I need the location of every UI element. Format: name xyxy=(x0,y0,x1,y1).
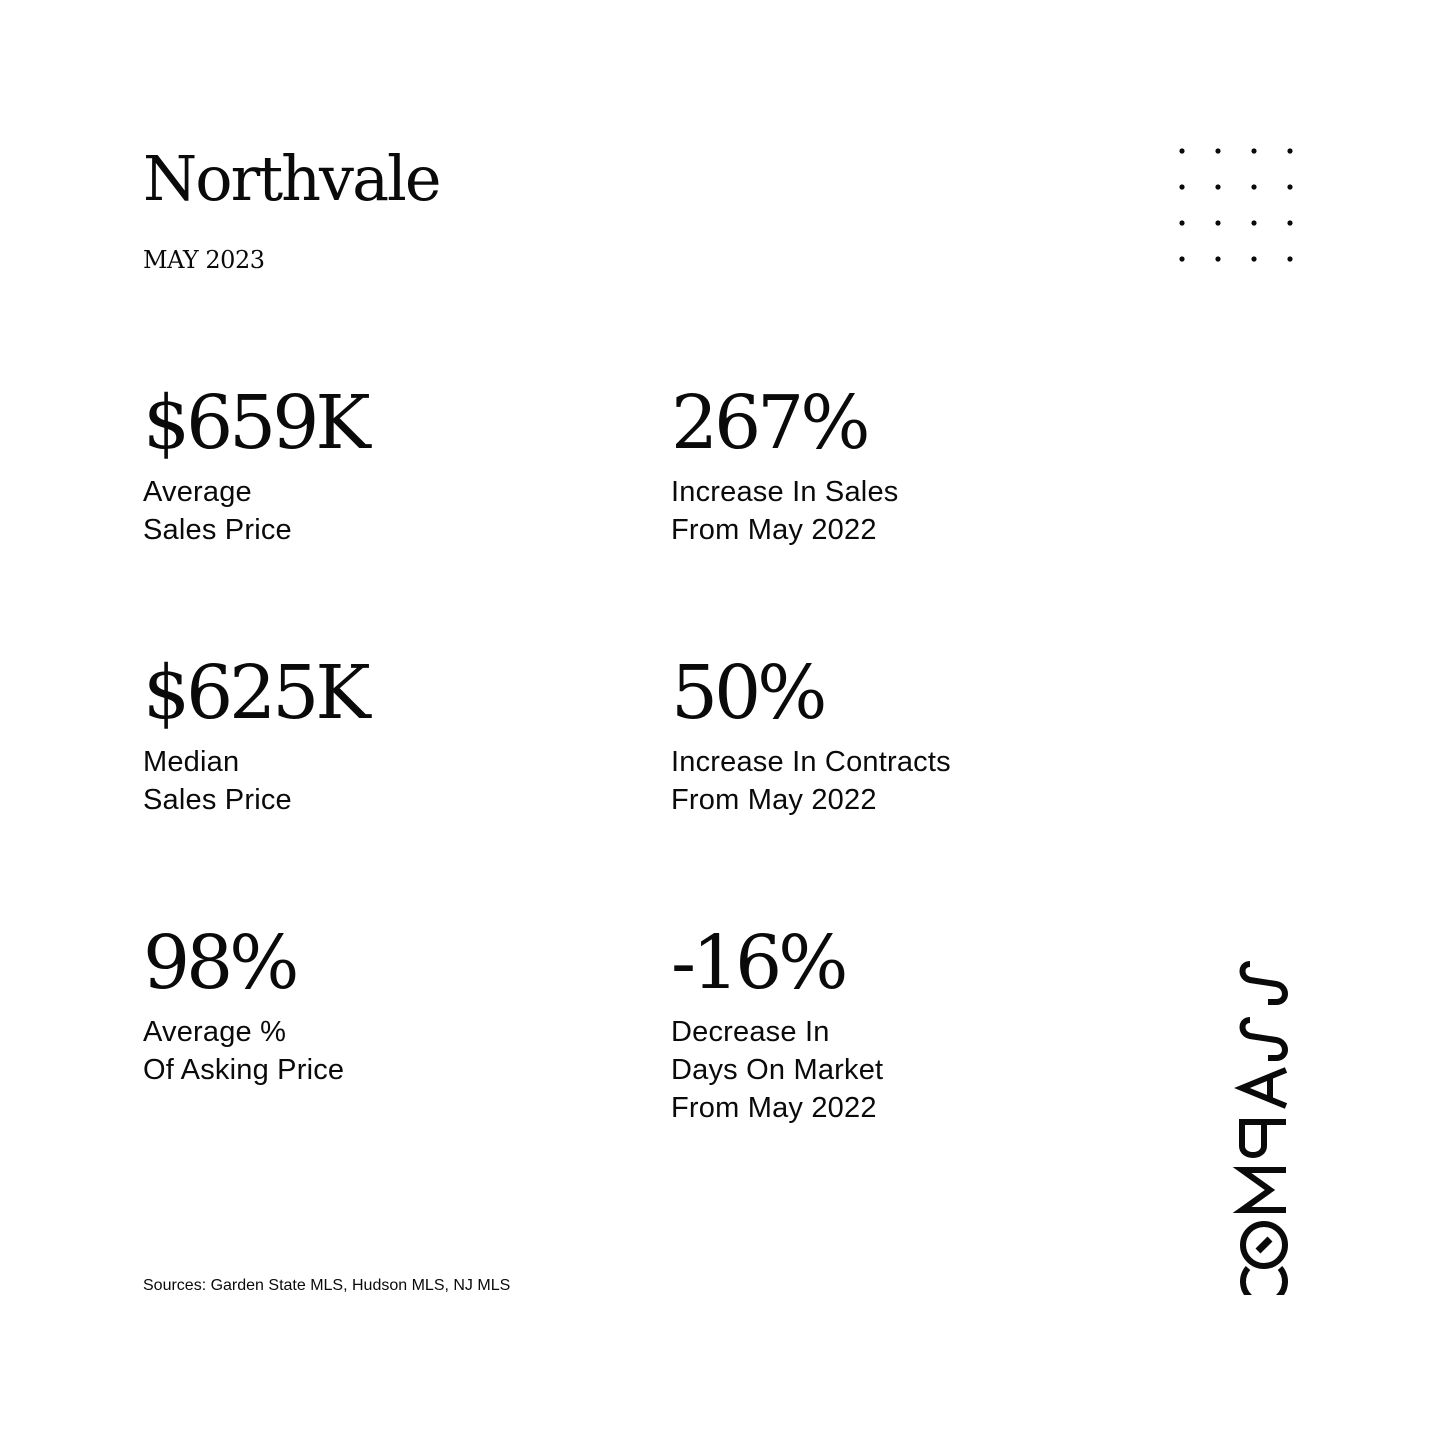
stat-average-percent-of-asking xyxy=(143,920,583,1089)
stat-value: 267% xyxy=(671,380,867,466)
stat-label-line: Days On Market xyxy=(671,1054,884,1086)
compass-logo xyxy=(1232,950,1296,1295)
stat-label-line: Sales Price xyxy=(143,784,292,816)
stat-days-on-market xyxy=(671,920,1111,1127)
stat-value: 50% xyxy=(671,650,824,736)
stat-label xyxy=(671,473,1111,549)
stat-label-line: From May 2022 xyxy=(671,1092,877,1124)
stat-label-line: Increase In Sales xyxy=(671,476,899,508)
stat-increase-in-sales xyxy=(671,380,1111,549)
stat-label-line: Median xyxy=(143,746,240,778)
stat-label-line: From May 2022 xyxy=(671,514,877,546)
stat-value: $625K xyxy=(143,650,367,736)
stat-label-line: Sales Price xyxy=(143,514,292,546)
stat-label-line: Increase In Contracts xyxy=(671,746,951,778)
stat-average-sales-price xyxy=(143,380,583,549)
page-title: Northvale xyxy=(143,142,440,215)
report-date: MAY 2023 xyxy=(143,246,265,274)
sources-note: Sources: Garden State MLS, Hudson MLS, NJ MLS xyxy=(143,1277,511,1294)
stat-label-line: Average xyxy=(143,476,252,508)
stat-label-line: From May 2022 xyxy=(671,784,877,816)
stat-median-sales-price xyxy=(143,650,583,819)
stat-label xyxy=(143,743,583,819)
stat-value: $659K xyxy=(143,380,367,466)
stat-label xyxy=(671,1013,1111,1127)
dot-grid-icon xyxy=(1178,146,1298,266)
stat-label xyxy=(671,743,1111,819)
stat-value: -16% xyxy=(671,920,845,1006)
stat-label xyxy=(143,1013,583,1089)
stat-label-line: Average % xyxy=(143,1016,287,1048)
stat-label xyxy=(143,473,583,549)
stat-label-line: Of Asking Price xyxy=(143,1054,345,1086)
stat-value: 98% xyxy=(143,920,296,1006)
stat-label-line: Decrease In xyxy=(671,1016,830,1048)
stat-increase-in-contracts xyxy=(671,650,1111,819)
